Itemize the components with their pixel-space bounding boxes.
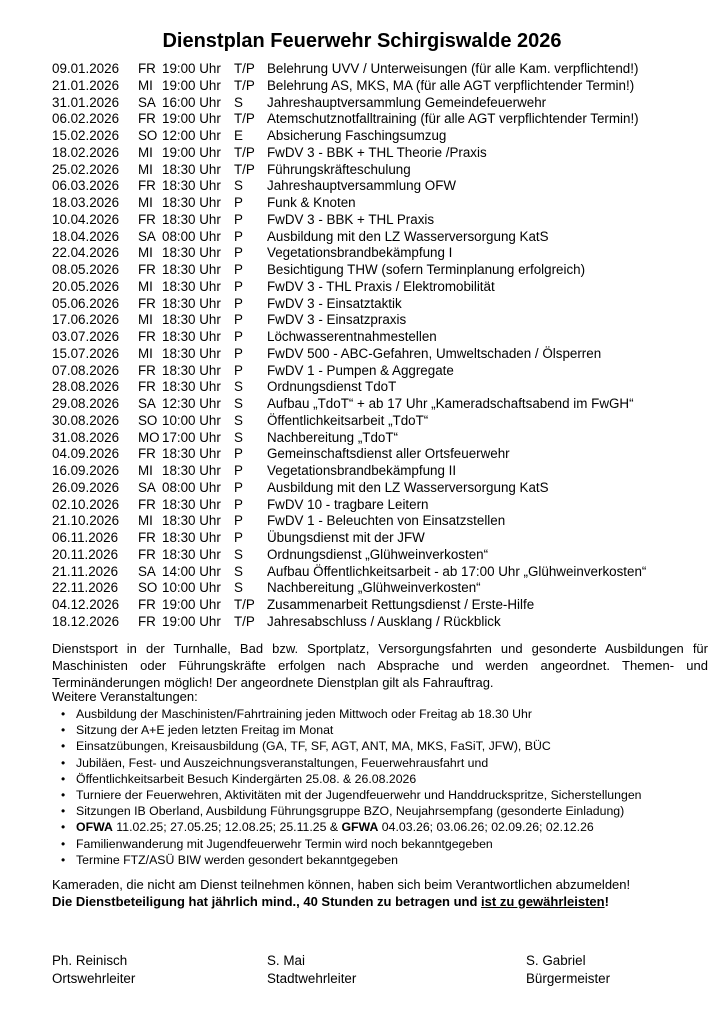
table-row (52, 430, 702, 447)
schedule-day: MO (138, 429, 160, 445)
table-row (52, 547, 702, 564)
schedule-date: 16.09.2026 (52, 463, 120, 478)
signature-role: Ortswehrleiter (52, 971, 136, 986)
schedule-day: FR (138, 329, 156, 344)
schedule-description: Vegetationsbrandbekämpfung I (267, 245, 453, 261)
schedule-type: P (234, 513, 243, 529)
signature-buergermeister (526, 952, 610, 988)
table-row (52, 128, 702, 145)
schedule-day: SA (138, 396, 156, 411)
table-row (52, 61, 702, 78)
schedule-description: Zusammenarbeit Rettungsdienst / Erste-Hilfe (267, 597, 535, 612)
schedule-time: 18:30 Uhr (162, 312, 221, 328)
schedule-description: Übungsdienst mit der JFW (267, 530, 425, 545)
schedule-time: 18:30 Uhr (162, 513, 221, 529)
signature-name: Ph. Reinisch (52, 953, 128, 968)
signature-ortswehrleiter (52, 952, 135, 988)
table-row (52, 597, 702, 614)
schedule-date: 29.08.2026 (52, 396, 120, 411)
schedule-description: Ordnungsdienst „Glühweinverkosten“ (267, 546, 489, 562)
schedule-time: 18:30 Uhr (162, 245, 221, 261)
ofwa-label: OFWA (76, 820, 113, 835)
schedule-type: P (234, 278, 243, 294)
schedule-description: FwDV 3 - BBK + THL Praxis (267, 211, 435, 227)
schedule-type: S (234, 94, 243, 110)
schedule-day: FR (138, 530, 156, 545)
schedule-description: Aufbau Öffentlichkeitsarbeit - ab 17:00 Uhr „Glühweinverkosten“ (267, 563, 647, 579)
table-row (52, 497, 702, 514)
schedule-day: SA (138, 94, 156, 110)
schedule-description: Jahreshauptversammlung OFW (267, 178, 457, 194)
list-item: • Turniere der Feuerwehren, Aktivitäten mit der Jugendfeuerwehr und Handdruckspritze, Sicherstellungen (52, 787, 712, 803)
schedule-description: Ausbildung mit den LZ Wasserversorgung KatS (267, 479, 549, 495)
table-row (52, 413, 702, 430)
obligation-notice (52, 893, 609, 910)
schedule-type: P (234, 345, 243, 361)
table-row (52, 312, 702, 329)
signature-name: S. Mai (267, 953, 305, 968)
document-title: Dienstplan Feuerwehr Schirgiswalde 2026 (162, 30, 562, 52)
table-row (52, 530, 702, 547)
schedule-description: Absicherung Faschingsumzug (267, 128, 447, 143)
schedule-day: SO (138, 412, 158, 428)
schedule-description: Nachbereitung „TdoT“ (267, 429, 398, 445)
table-row (52, 480, 702, 497)
schedule-time: 17:00 Uhr (162, 429, 221, 445)
table-row (52, 329, 702, 346)
table-row (52, 212, 702, 229)
schedule-date: 21.11.2026 (52, 563, 119, 579)
schedule-day: FR (138, 362, 156, 378)
schedule-description: Aufbau „TdoT“ + ab 17 Uhr „Kameradschaftsabend im FwGH“ (267, 396, 634, 411)
schedule-date: 18.12.2026 (52, 613, 120, 629)
table-row (52, 245, 702, 262)
schedule-time: 08:00 Uhr (162, 479, 221, 495)
schedule-day: SA (138, 479, 156, 495)
schedule-time: 12:00 Uhr (162, 128, 221, 143)
schedule-time: 18:30 Uhr (162, 262, 221, 277)
list-item: • Familienwanderung mit Jugendfeuerwehr Termin wird noch bekanntgegeben (52, 836, 712, 852)
schedule-day: MI (138, 195, 153, 210)
schedule-description: FwDV 3 - THL Praxis / Elektromobilität (267, 278, 495, 294)
schedule-day: MI (138, 245, 153, 261)
schedule-time: 10:00 Uhr (162, 580, 221, 596)
schedule-time: 19:00 Uhr (162, 111, 221, 127)
schedule-date: 07.08.2026 (52, 362, 120, 378)
schedule-description: FwDV 1 - Pumpen & Aggregate (267, 362, 454, 378)
schedule-time: 18:30 Uhr (162, 362, 221, 378)
schedule-description: FwDV 3 - Einsatztaktik (267, 295, 402, 311)
gfwa-dates: 04.03.26; 03.06.26; 02.09.26; 02.12.26 (378, 820, 594, 835)
schedule-date: 31.08.2026 (52, 429, 120, 445)
signature-role: Bürgermeister (526, 971, 611, 986)
schedule-day: SA (138, 228, 156, 244)
schedule-type: T/P (234, 144, 255, 160)
schedule-date: 04.12.2026 (52, 597, 120, 612)
obligation-suffix: ! (604, 894, 609, 909)
schedule-description: FwDV 1 - Beleuchten von Einsatzstellen (267, 513, 506, 529)
table-row (52, 379, 702, 396)
more-events-list (52, 706, 712, 868)
schedule-type: P (234, 211, 243, 227)
absence-notice: Kameraden, die nicht am Dienst teilnehmen können, haben sich beim Verantwortlichen abzumelden! (52, 877, 631, 892)
table-row (52, 296, 702, 313)
schedule-time: 18:30 Uhr (162, 161, 221, 177)
schedule-time: 10:00 Uhr (162, 412, 221, 428)
list-item: • Ausbildung der Maschinisten/Fahrtraining jeden Mittwoch oder Freitag ab 18.30 Uhr (52, 706, 712, 722)
schedule-date: 10.04.2026 (52, 211, 120, 227)
schedule-description: Öffentlichkeitsarbeit „TdoT“ (267, 412, 429, 428)
schedule-description: Gemeinschaftsdienst aller Ortsfeuerwehr (267, 446, 510, 462)
signature-stadtwehrleiter (267, 952, 356, 988)
schedule-type: P (234, 463, 243, 478)
schedule-description: Besichtigung THW (sofern Terminplanung erfolgreich) (267, 262, 586, 277)
schedule-day: MI (138, 345, 153, 361)
schedule-description: FwDV 10 - tragbare Leitern (267, 496, 429, 512)
schedule-day: SA (138, 563, 156, 579)
obligation-underlined: ist zu gewährleisten (481, 894, 605, 909)
obligation-prefix: Die Dienstbeteiligung hat jährlich mind., 40 Stunden zu betragen und (52, 894, 482, 909)
schedule-time: 18:30 Uhr (162, 463, 221, 478)
schedule-date: 17.06.2026 (52, 312, 120, 328)
schedule-date: 06.02.2026 (52, 111, 120, 127)
schedule-date: 06.11.2026 (52, 530, 119, 545)
schedule-time: 18:30 Uhr (162, 496, 221, 512)
schedule-day: MI (138, 77, 153, 93)
table-row (52, 162, 702, 179)
schedule-type: P (234, 329, 243, 344)
list-item: • Jubiläen, Fest- und Auszeichnungsveranstaltungen, Feuerwehrausfahrt und (52, 755, 712, 771)
table-row (52, 145, 702, 162)
table-row (52, 95, 702, 112)
schedule-date: 21.01.2026 (52, 77, 120, 93)
schedule-date: 22.04.2026 (52, 245, 120, 261)
schedule-type: S (234, 546, 243, 562)
schedule-day: FR (138, 446, 156, 462)
schedule-day: MI (138, 463, 153, 478)
schedule-day: FR (138, 111, 156, 127)
table-row (52, 262, 702, 279)
schedule-type: P (234, 362, 243, 378)
schedule-type: P (234, 479, 243, 495)
schedule-description: Jahresabschluss / Ausklang / Rückblick (267, 613, 501, 629)
list-item: • Einsatzübungen, Kreisausbildung (GA, TF, SF, AGT, ANT, MA, MKS, FaSiT, JFW), BÜC (52, 738, 712, 754)
schedule-time: 19:00 Uhr (162, 613, 221, 629)
schedule-description: Belehrung UVV / Unterweisungen (für alle Kam. verpflichtend!) (267, 61, 639, 76)
table-row (52, 195, 702, 212)
table-row (52, 446, 702, 463)
schedule-date: 08.05.2026 (52, 262, 120, 277)
table-row (52, 363, 702, 380)
schedule-date: 06.03.2026 (52, 178, 120, 194)
schedule-time: 14:00 Uhr (162, 563, 221, 579)
table-row (52, 614, 702, 631)
schedule-description: Vegetationsbrandbekämpfung II (267, 463, 457, 478)
table-row (52, 78, 702, 95)
schedule-day: MI (138, 161, 153, 177)
schedule-date: 26.09.2026 (52, 479, 120, 495)
schedule-date: 18.03.2026 (52, 195, 120, 210)
list-item: • Sitzungen IB Oberland, Ausbildung Führungsgruppe BZO, Neujahrsempfang (gesonderte Einladung) (52, 803, 712, 819)
schedule-time: 08:00 Uhr (162, 228, 221, 244)
ofwa-dates: 11.02.25; 27.05.25; 12.08.25; 25.11.25 & (112, 820, 342, 835)
intro-paragraph: Dienstsport in der Turnhalle, Bad bzw. Sportplatz, Versorgungsfahrten und gesonderte Ausbildungen für Maschinisten oder Führungskräfte erfolgen nach Absprache und werden angeordnet. Themen- und Terminänderungen möglich! Der angeordnete Dienstplan gilt als Fahrauftrag. (52, 641, 708, 690)
schedule-description: FwDV 500 - ABC-Gefahren, Umweltschaden / Ölsperren (267, 345, 602, 361)
schedule-day: FR (138, 496, 156, 512)
schedule-time: 18:30 Uhr (162, 211, 221, 227)
schedule-type: S (234, 178, 243, 194)
schedule-type: P (234, 228, 243, 244)
schedule-day: MI (138, 278, 153, 294)
schedule-description: Funk & Knoten (267, 195, 356, 210)
table-row (52, 513, 702, 530)
schedule-date: 02.10.2026 (52, 496, 120, 512)
schedule-day: FR (138, 295, 156, 311)
list-item: • Sitzung der A+E jeden letzten Freitag im Monat (52, 722, 712, 738)
schedule-type: P (234, 262, 243, 277)
schedule-date: 03.07.2026 (52, 329, 120, 344)
schedule-description: FwDV 3 - Einsatzpraxis (267, 312, 407, 328)
schedule-day: FR (138, 178, 156, 194)
more-events-heading: Weitere Veranstaltungen: (52, 689, 198, 704)
schedule-description: Jahreshauptversammlung Gemeindefeuerwehr (267, 94, 547, 110)
schedule-type: P (234, 312, 243, 328)
schedule-description: Belehrung AS, MKS, MA (für alle AGT verpflichtender Termin!) (267, 77, 635, 93)
list-item-meetings (52, 819, 712, 835)
signature-role: Stadtwehrleiter (267, 971, 357, 986)
schedule-type: T/P (234, 161, 255, 177)
table-row (52, 346, 702, 363)
schedule-day: FR (138, 211, 156, 227)
schedule-time: 19:00 Uhr (162, 144, 221, 160)
schedule-time: 18:30 Uhr (162, 446, 221, 462)
schedule-day: MI (138, 144, 153, 160)
schedule-date: 05.06.2026 (52, 295, 120, 311)
table-row (52, 279, 702, 296)
schedule-description: Ausbildung mit den LZ Wasserversorgung KatS (267, 228, 549, 244)
table-row (52, 463, 702, 480)
schedule-type: T/P (234, 111, 255, 127)
schedule-type: S (234, 429, 243, 445)
schedule-description: Nachbereitung „Glühweinverkosten“ (267, 580, 481, 596)
schedule-day: FR (138, 613, 156, 629)
table-row (52, 229, 702, 246)
schedule-date: 20.11.2026 (52, 546, 119, 562)
schedule-date: 18.04.2026 (52, 228, 120, 244)
schedule-date: 09.01.2026 (52, 61, 120, 76)
schedule-date: 22.11.2026 (52, 580, 119, 596)
schedule-day: MI (138, 312, 153, 328)
schedule-table (52, 61, 702, 631)
list-item: • Termine FTZ/ASÜ BIW werden gesondert bekanntgegeben (52, 852, 712, 868)
schedule-time: 18:30 Uhr (162, 329, 221, 344)
schedule-time: 19:00 Uhr (162, 597, 221, 612)
schedule-time: 19:00 Uhr (162, 61, 221, 76)
schedule-type: S (234, 412, 243, 428)
schedule-time: 18:30 Uhr (162, 195, 221, 210)
schedule-type: P (234, 245, 243, 261)
schedule-day: SO (138, 128, 158, 143)
schedule-type: T/P (234, 597, 255, 612)
schedule-time: 19:00 Uhr (162, 77, 221, 93)
schedule-description: Löchwasserentnahmestellen (267, 329, 437, 344)
schedule-description: Ordnungsdienst TdoT (267, 379, 397, 395)
schedule-time: 18:30 Uhr (162, 546, 221, 562)
schedule-type: S (234, 396, 243, 411)
schedule-date: 25.02.2026 (52, 161, 120, 177)
schedule-date: 15.07.2026 (52, 345, 120, 361)
schedule-description: Führungskräfteschulung (267, 161, 411, 177)
schedule-date: 31.01.2026 (52, 94, 120, 110)
table-row (52, 178, 702, 195)
schedule-time: 18:30 Uhr (162, 278, 221, 294)
schedule-time: 12:30 Uhr (162, 396, 221, 411)
schedule-date: 28.08.2026 (52, 379, 120, 395)
table-row (52, 111, 702, 128)
schedule-day: FR (138, 597, 156, 612)
schedule-day: FR (138, 61, 156, 76)
schedule-date: 30.08.2026 (52, 412, 120, 428)
table-row (52, 564, 702, 581)
schedule-time: 18:30 Uhr (162, 345, 221, 361)
schedule-type: T/P (234, 61, 255, 76)
schedule-time: 18:30 Uhr (162, 178, 221, 194)
schedule-type: T/P (234, 77, 255, 93)
schedule-time: 18:30 Uhr (162, 379, 221, 395)
schedule-type: S (234, 580, 243, 596)
schedule-date: 15.02.2026 (52, 128, 120, 143)
schedule-time: 18:30 Uhr (162, 530, 221, 545)
schedule-type: S (234, 379, 243, 395)
schedule-time: 18:30 Uhr (162, 295, 221, 311)
schedule-type: P (234, 195, 243, 210)
schedule-type: P (234, 530, 243, 545)
schedule-day: FR (138, 379, 156, 395)
schedule-type: P (234, 496, 243, 512)
signature-name: S. Gabriel (526, 953, 586, 968)
schedule-day: FR (138, 262, 156, 277)
schedule-date: 20.05.2026 (52, 278, 120, 294)
schedule-day: SO (138, 580, 158, 596)
schedule-day: FR (138, 546, 156, 562)
table-row (52, 396, 702, 413)
table-row (52, 580, 702, 597)
schedule-time: 16:00 Uhr (162, 94, 221, 110)
list-item: • Öffentlichkeitsarbeit Besuch Kindergärten 25.08. & 26.08.2026 (52, 771, 712, 787)
gfwa-label: GFWA (341, 820, 379, 835)
schedule-type: P (234, 295, 243, 311)
schedule-type: S (234, 563, 243, 579)
schedule-description: FwDV 3 - BBK + THL Theorie /Praxis (267, 144, 487, 160)
schedule-day: MI (138, 513, 153, 529)
schedule-type: P (234, 446, 243, 462)
schedule-date: 18.02.2026 (52, 144, 120, 160)
schedule-type: E (234, 128, 243, 143)
schedule-date: 04.09.2026 (52, 446, 120, 462)
schedule-description: Atemschutznotfalltraining (für alle AGT verpflichtender Termin!) (267, 111, 639, 127)
schedule-type: T/P (234, 613, 255, 629)
schedule-date: 21.10.2026 (52, 513, 120, 529)
